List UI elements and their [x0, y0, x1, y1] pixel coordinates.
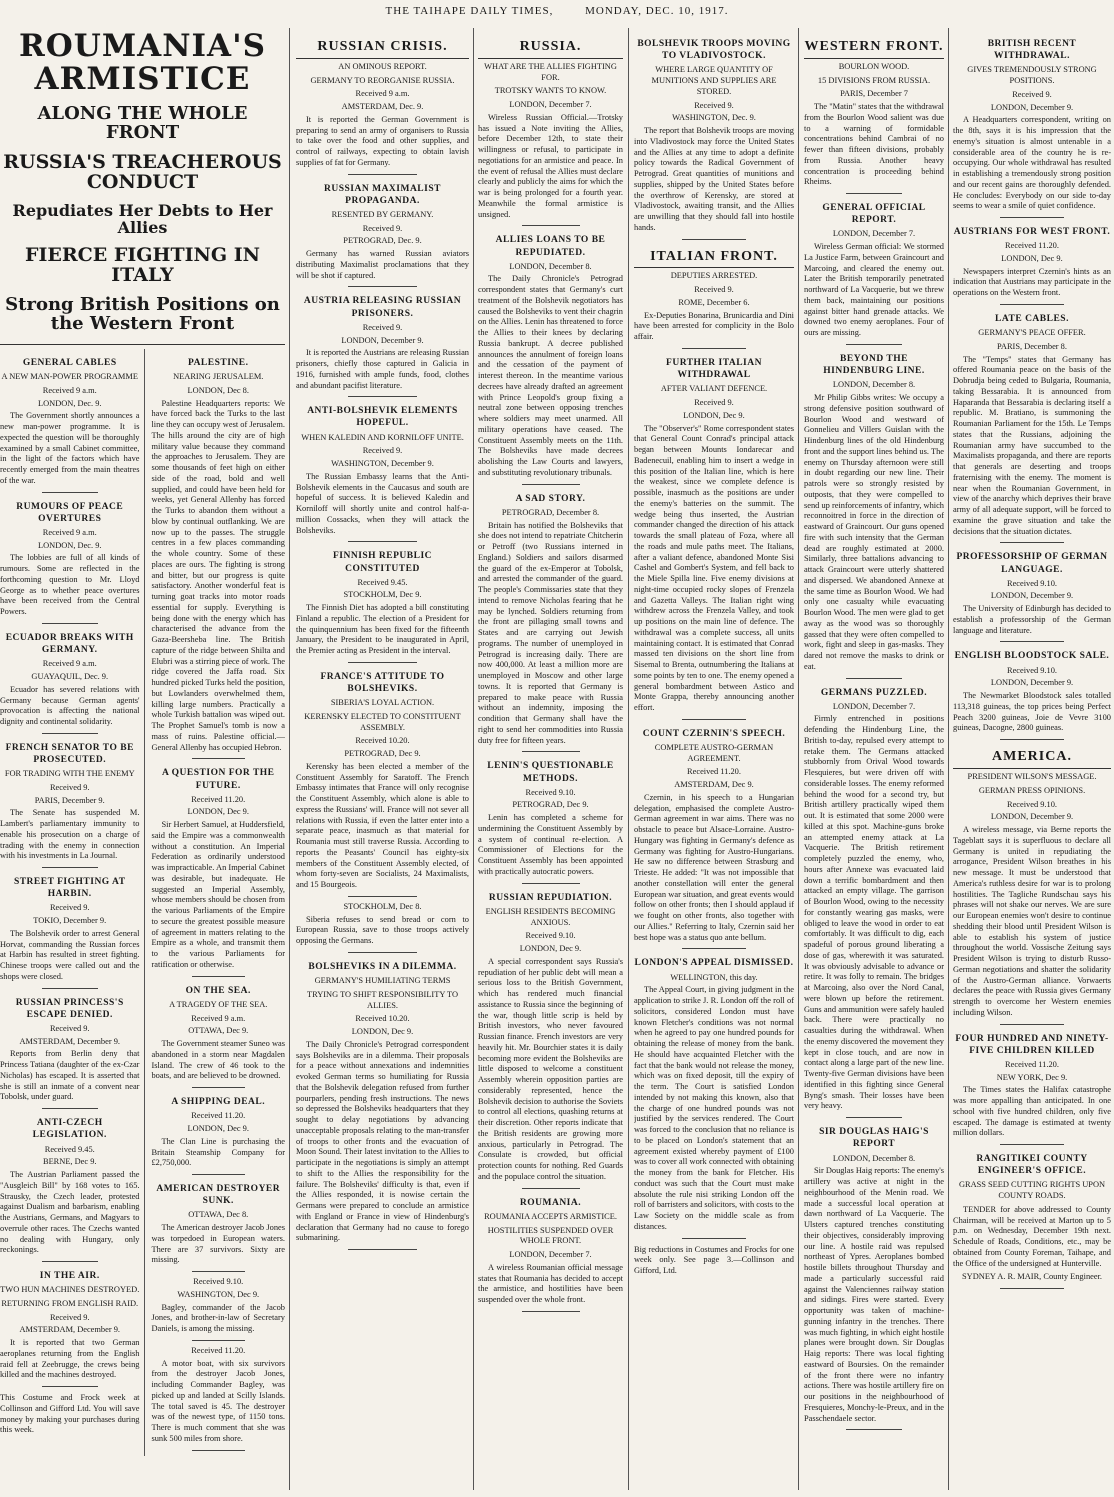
dateline: PETROGRAD, Dec. 9. [343, 236, 422, 246]
article-separator [42, 623, 98, 624]
article-body: The Newmarket Bloodstock sales totalled 113,318 guineas, the top prices being Perfect Peach 3200 guineas, Joie de Vevre 3100 guineas, Dacogne, 2800 guineas. [953, 691, 1111, 733]
column-rule [798, 28, 799, 1490]
received-time: Received 9. [694, 285, 734, 295]
article-body: Czernin, in his speech to a Hungarian delegation, emphasised the complete Austro-German agreement in war aims. There was no obstacle to peace but Alsace-Lorraine. Austro-Hungary was fighting in Germany's defence as Germany was fighting for Austro-Hungarians. He saw no difference between Strasburg and Trieste. He added: "It was not impossible that another constellation will enter the general European war situation, and great events would follow on other fronts; then I should applaud if we fought on other fronts, also together with our Allies." Referring to Italy, Czernin said her best hope was a status quo ante bellum. [634, 792, 794, 942]
received-time: Received 11.20. [1005, 241, 1059, 251]
newspaper-name: THE TAIHAPE DAILY TIMES, [385, 5, 554, 17]
article-body: The Russian Embassy learns that the Anti-Bolshevik elements in the Caucasus and south are hopeful of success. It is believed Kaledin and Korniloff will shortly unite and control half-a-million Cossacks, when they will attack the Bolsheviks. [296, 471, 469, 535]
received-time: Received 9. [49, 903, 90, 913]
dateline: LONDON, December 9. [990, 102, 1074, 112]
article-body: The Daily Chronicle's Petrograd correspondent states that Germany's curt treatment of the Bolshevik negotiators has caused the Bolsheviks to vent their chagrin on the Allies. Lenin has threatened to force the Allies to their knees by declaring Russia bankrupt. A decree published announces the annulment of foreign loans and the cessation of the payment of interest thereon. In the meantime various decrees have already drafted an agreement with Prince Leopold's group fixing a neutral zone between opposing trenches where soldiers may meet unarmed. All military operations have ceased. The Constituent Assembly meets on the 11th. The Bolsheviks have made decrees abolishing the Law Courts and lawyers, and substituting revolutionary tribunals. [478, 274, 623, 477]
article-subheading: 15 DIVISIONS FROM RUSSIA. [817, 75, 931, 85]
article-separator [682, 239, 746, 240]
dateline: AMSTERDAM, Dec. 9. [341, 102, 424, 112]
article-separator [42, 733, 98, 734]
article-headline: BOLSHEVIK TROOPS MOVING TO VLADIVOSTOCK. [637, 39, 791, 62]
article-body: Reports from Berlin deny that Princess Tatiana (daughter of the ex-Czar Nicholas) has escaped. It is asserted that she is still an inmate of a convent near Tobolsk, under guard. [0, 1049, 140, 1102]
article-subheading: ROUMANIA ACCEPTS ARMISTICE. [484, 1211, 617, 1221]
article-separator [522, 1188, 580, 1189]
article-separator [846, 193, 902, 194]
article-separator [192, 976, 245, 977]
article-headline: RUMOURS OF PEACE OVERTURES [16, 501, 124, 524]
article-headline: RUSSIAN REPUDIATION. [488, 892, 613, 903]
dateline: LONDON, Dec. 9. [37, 398, 102, 408]
article-headline: STREET FIGHTING AT HARBIN. [13, 877, 126, 900]
article-separator [1000, 304, 1063, 305]
article-body: Ecuador has severed relations with Germany because German agents' provocation is affecting the national dignity and continental solidarity. [0, 684, 140, 727]
dateline: GUAYAQUIL, Dec. 9. [31, 672, 109, 682]
article-body: Lenin has completed a scheme for undermining the Constituent Assembly by a system of continual re-election. A Commissioner of Elections for the Constituent Assembly has been appointed with practically autocratic powers. [478, 813, 623, 876]
article-separator [42, 1261, 98, 1262]
article-separator [192, 1271, 245, 1272]
received-time: Received 9. [49, 782, 90, 792]
column-2 [296, 30, 469, 1490]
column-5 [804, 30, 944, 1490]
article-separator [348, 662, 417, 663]
banner-headline: Strong British Positions on the Western Front [5, 294, 280, 335]
article-subheading: RESENTED BY GERMANY. [331, 209, 434, 219]
received-time: Received 9. [1012, 89, 1052, 99]
article-body: The American destroyer Jacob Jones was torpedoed in European waters. There are 37 survivors. Sixty are missing. [151, 1223, 285, 1265]
article-headline: WESTERN FRONT. [804, 38, 944, 59]
article-headline: RUSSIAN PRINCESS'S ESCAPE DENIED. [15, 997, 124, 1020]
article-headline: LATE CABLES. [995, 313, 1069, 324]
article-headline: A QUESTION FOR THE FUTURE. [161, 768, 275, 791]
article-headline: RUSSIA. [478, 38, 623, 59]
article-subheading: AN OMINOUS REPORT. [338, 61, 427, 71]
article-headline: BEYOND THE HINDENBURG LINE. [823, 353, 925, 377]
article-separator [1000, 1024, 1063, 1025]
article-headline: GERMANS PUZZLED. [820, 687, 928, 698]
received-time: Received 9 a.m. [42, 659, 97, 669]
article-headline: BRITISH RECENT WITHDRAWAL. [987, 39, 1077, 62]
article-headline: RUSSIAN CRISIS. [296, 38, 469, 59]
article-separator [42, 492, 98, 493]
article-separator [522, 225, 580, 226]
article-headline: LONDON'S APPEAL DISMISSED. [634, 958, 794, 969]
received-time: Received 9. [49, 1312, 90, 1322]
dateline: LONDON, December 8. [509, 261, 592, 271]
dateline: TOKIO, December 9. [33, 916, 107, 926]
dateline: LONDON, December 7. [832, 701, 916, 711]
article-separator [522, 1311, 580, 1312]
article-body: It is reported that two German aeroplanes returning from the English raid fell at Zeebrugge, the crews being killed and the machines destroyed. [0, 1338, 140, 1380]
dateline: LONDON, Dec. 9. [37, 540, 102, 550]
column-1 [0, 30, 285, 1490]
received-time: Received 11.20. [687, 767, 741, 777]
article-separator [1000, 1288, 1063, 1289]
banner-rule [0, 344, 285, 345]
article-separator [1000, 641, 1063, 642]
dateline: LONDON, December 7. [832, 229, 916, 239]
article-subheading: PRESIDENT WILSON'S MESSAGE. [967, 772, 1097, 781]
article-subheading: GRASS SEED CUTTING RIGHTS UPON COUNTY ROADS. [958, 1180, 1106, 1201]
article-body: The lobbies are full of all kinds of rumours. Some are reflected in the forthcoming question to Mr. Lloyd George as to whether peace overtures have been received from the Central Powers. [0, 553, 140, 617]
column-rule [473, 28, 474, 1490]
article-headline: A SHIPPING DEAL. [171, 1097, 266, 1108]
column-3 [478, 30, 623, 1490]
dateline: WASHINGTON, Dec. 9. [672, 113, 756, 123]
article-headline: FURTHER ITALIAN WITHDRAWAL [666, 357, 762, 381]
article-separator [682, 348, 746, 349]
article-body: The University of Edinburgh has decided to establish a professorship of the German language and literature. [953, 604, 1111, 635]
dateline: ROME, December 6. [678, 297, 750, 307]
article-separator [846, 1429, 902, 1430]
received-time: Received 11.20. [191, 794, 246, 804]
received-time: Received 9.10. [193, 1277, 244, 1287]
article-separator [42, 1386, 98, 1387]
dateline: PETROGRAD, Dec 9. [344, 749, 421, 759]
dateline: LONDON, December 7. [509, 100, 592, 110]
article-separator [348, 286, 417, 287]
article-body: The Daily Chronicle's Petrograd correspondent says Bolsheviks are in a dilemma. Their proposals for a peace without annexations and indemnities evoked German terms so humiliating for Russia that the Bolshevik delegation refused from further pourparlers, pending fresh instructions. The news so depressed the Bolsheviks headquarters that they sought to delay negotiations by advancing unacceptable proposals relating to the man-transfer of troops to other fronts and the evacuation of Moon Sound. Their latest invitation to the Allies to participate in the negotiations is simply an attempt to shift to the Allies the responsibility for the failure. The Bolsheviks' difficulty is that, even if the Allies responded, it is nowise certain the Germans were prepared to conclude an armistice with England or France in view of Hindenburg's declaration that Germany had no cause to forego submarining. [296, 1039, 469, 1243]
dateline: LONDON, Dec 9. [519, 944, 582, 954]
dateline: AMSTERDAM, December 9. [19, 1036, 120, 1046]
article-headline: FINNISH REPUBLIC CONSTITUTED [332, 551, 433, 574]
article-body: The "Matin" states that the withdrawal from the Bourlon Wood salient was due to a warning of formidable concentrations behind Cambrai of no fewer than fifteen divisions, probably from Russia. Another heavy concentration is proceeding behind Rheims. [804, 102, 944, 187]
received-time: Received 9. [362, 446, 403, 456]
article-headline: ALLIES LOANS TO BE REPUDIATED. [495, 235, 606, 258]
column-rule [948, 28, 949, 1490]
article-headline: RANGITIKEI COUNTY ENGINEER'S OFFICE. [976, 1154, 1088, 1177]
article-body: Bagley, commander of the Jacob Jones, and brother-in-law of Secretary Daniels, is among the missing. [151, 1302, 285, 1334]
article-subheading: WHAT ARE THE ALLIES FIGHTING FOR. [484, 61, 617, 82]
article-subheading: SIBERIA'S LOYAL ACTION. [330, 698, 435, 708]
article-separator [846, 344, 902, 345]
article-headline: AUSTRIA RELEASING RUSSIAN PRISONERS. [303, 296, 462, 319]
dateline: WASHINGTON, Dec 9. [177, 1289, 260, 1299]
article-body: Mr Philip Gibbs writes: We occupy a strong defensive position southward of Bourlon Wood and westward of Gonnelieu and Villers Guislan with the Hindenburg lines of the old Hindenburg front and the support lines behind us. The enemy on Thursday afternoon were still in doubt regarding our new line. Their patrols were so strongly resisted by outposts, that they were compelled to send up reinforcements of infantry, which reconnoitred in force in the direction of eastward of Graincourt. Our guns opened fire with such intensity that the German dead are roughly estimated at 2000. Similarly, three battalions advancing to attack Graincourt were utterly shattered and dispersed. We abandoned Annexe at the same time as Bourlon Wood. We had only one casualty while evacuating Bourlon Wood. The men were glad to get away as the wood was so thoroughly gassed that they were often compelled to work, fight and sleep in gas-masks. They dared not remove the masks to drink or eat. [804, 393, 944, 671]
article-headline: SIR DOUGLAS HAIG'S REPORT [819, 1127, 929, 1150]
article-headline: RUSSIAN MAXIMALIST PROPAGANDA. [324, 183, 441, 206]
article-subheading: GERMANY'S HUMILIATING TERMS [314, 976, 451, 986]
article-headline: A SAD STORY. [515, 493, 586, 504]
received-time: Received 9.45. [357, 577, 408, 587]
dateline: LONDON, Dec 9. [1001, 253, 1063, 263]
dateline: AMSTERDAM, December 9. [19, 1325, 120, 1335]
article-body: Sir Herbert Samuel, at Huddersfield, said the Empire was a commonwealth without a constitution. An Imperial Federation as ordinarily understood was impracticable. An Imperial Cabinet was desirable, but inadequate. He suggested an Imperial Assembly, whose members should be chosen from the various Parliaments of the Empire to secure the greatest possible measure of agreement in matters relating to the Empire as a whole, and transmit them to the various Parliaments for ratification or otherwise. [151, 820, 285, 969]
article-body: A special correspondent says Russia's repudiation of her public debt will mean a serious loss to the British Government, which has rendered much financial assistance to Russia since the beginning of the war, though little scrip is held by British investors, who never favoured Russian finance. French investors are very heavily hit. Mr. Bourchier states it is daily becoming more evident the Bolsheviks are little disposed to welcome a constituent Assembly wherein opposition parties are considerably represented, hence the Bolshevik decision to authorise the Soviets to control all elections, quashing returns at their discretion. Other reports indicate that the British residents are growing more anxious, particularly in Petrograd. The Consulate is crowded, but official protection counts for nothing. Red Guards and the populace control the situation. [478, 956, 623, 1181]
article-separator [846, 678, 902, 679]
dateline: NEW YORK, Dec 9. [996, 1072, 1068, 1082]
article-body: The report that Bolshevik troops are moving into Vladivostock may force the United States and the Allies at any time to adopt a definite policy towards the Radical Government of Petrograd. Great quantities of munitions and supplies, shipped by the United States before the overthrow of Kerensky, are stored at Vladivostock, awaiting transit, and the Allies are unwilling that they should fall into hostile hands. [634, 126, 794, 232]
received-time: Received 9. [362, 322, 403, 332]
article-subheading: TROTSKY WANTS TO KNOW. [494, 86, 607, 96]
received-time: Received 9 a.m. [355, 89, 410, 99]
column-6 [953, 30, 1111, 1490]
article-separator [682, 719, 746, 720]
article-body: Firmly entrenched in positions defending the Hindenburg Line, the British to-day, repulsed every attempt to retake them. The Germans attacked stubbornly from Orival Wood towards Flesquieres, but were driven off with considerable losses. The enemy reformed behind the wood for a second try, but British artillery practically wiped them out. It is estimated that some 2000 were killed at this spot. Machine-guns broke an attempted enemy attack at La Vacquerie. The British retirement completely puzzled the enemy, who, hours after Annexe was evacuated laid down a terrific bombardment and then attacked an empty village. The garrison of Bourlon Wood, owing to the necessity for constantly wearing gas masks, were obliged to leave the wood in order to eat comfortably. It was difficult to dig, each spadeful of porous ground liberating a dose of gas, wherewith it was saturated. It was obviously advisable to advance or retire. It was folly to remain. The bridges at Marcoing, also over the Nord Canal, were blown up before the retirement. Guns and ammunition were safely hauled back. There were practically no casualties during the withdrawal. When the enemy discovered the movement they kept in close touch, and are now in contact along a large part of the new line. Twenty-five German divisions have been identified in this fighting since General Byng's smash. Their losses have been very heavy. [804, 714, 944, 1111]
received-time: Received 9 a.m. [191, 1013, 246, 1023]
dateline: PETROGRAD, December 8. [501, 507, 600, 517]
dateline: LONDON, Dec 9. [187, 807, 249, 817]
article-body: A motor boat, with six survivors from the destroyer Jacob Jones, including Commander Bagley, was picked up and landed at Scilly Islands. The total saved is 45. The destroyer was of the newest type, of 1150 tons. There is much comment that she was sunk 500 miles from shore. [151, 1358, 285, 1443]
received-time: Received 9.10. [1006, 799, 1057, 809]
column-rule [628, 28, 629, 1490]
article-separator [348, 174, 417, 175]
article-body: The Clan Line is purchasing the Britain Steamship Company for £2,750,000. [151, 1136, 285, 1168]
dateline: LONDON, Dec 8. [187, 385, 249, 395]
article-subheading: KERENSKY ELECTED TO CONSTITUENT ASSEMBLY. [304, 711, 461, 732]
article-headline: AMERICAN DESTROYER SUNK. [156, 1184, 281, 1207]
article-subheading: A TRAGEDY OF THE SEA. [169, 999, 268, 1009]
article-headline: FRENCH SENATOR TO BE PROSECUTED. [5, 742, 134, 765]
dateline: OTTAWA, Dec 8. [188, 1210, 249, 1220]
article-headline: FOUR HUNDRED AND NINETY-FIVE CHILDREN KILLED [955, 1033, 1109, 1056]
article-headline: BOLSHEVIKS IN A DILEMMA. [308, 961, 457, 972]
dateline: PARIS, December 9. [34, 795, 105, 805]
article-separator [42, 1108, 98, 1109]
article-headline: PROFESSORSHIP OF GERMAN LANGUAGE. [956, 552, 1108, 575]
article-body: Sir Douglas Haig reports: The enemy's artillery was active at night in the neighbourhood of the Menin road. We made a successful local operation at dawn northward of La Vacquerie. The Ulsters captured trenches constituting their objectives, considerably improving our line. A hostile raid was repulsed northeast of Ypres. Aeroplanes bombed hostile billets throughout Thursday and made a particularly successful raid against the Valenciennes railway station and sidings. Fires were started. Every opportunity was taken of machine-gunning infantry in the trenches. There was much fighting, in which eight hostile planes were brought down. Sir Douglas Haig reports: There was local fighting eastward of Boursies. On the remainder of the front there were no infantry actions. There was hostile artillery fire on our positions in the neighbourhood of Fresquieres, Monchy-le-Preux, and in the Passchendaele sector. [804, 1166, 944, 1423]
received-time: Received 9 a.m. [42, 385, 97, 395]
article-headline: FRANCE'S ATTITUDE TO BOLSHEVIKS. [320, 671, 445, 695]
article-body: A wireless Roumanian official message states that Roumania has decided to accept the armistice, and hostilities have been suspended over the whole front. [478, 1262, 623, 1304]
advert-notice: This Costume and Frock week at Collinson and Gifford Ltd. You will save money by making your purchases during this week. [0, 1393, 140, 1435]
banner-headline: ALONG THE WHOLE FRONT [37, 103, 248, 143]
received-time: Received 9. [49, 1023, 90, 1033]
article-body: The Times states the Halifax catastrophe was more appalling than anticipated. In one school with five hundred children, only five escaped. The damage is estimated at twenty million dollars. [953, 1085, 1111, 1138]
article-body: Siberia refuses to send bread or corn to European Russia, save to those troops actively opposing the Germans. [296, 914, 469, 946]
dateline: LONDON, December 7. [509, 1250, 592, 1259]
dateline: PETROGRAD, Dec 9. [512, 800, 589, 810]
article-headline: ANTI-BOLSHEVIK ELEMENTS HOPEFUL. [307, 406, 458, 429]
article-separator [1000, 217, 1063, 218]
dateline: LONDON, Dec 9. [351, 1027, 414, 1037]
article-subheading: WHERE LARGE QUANTITY OF MUNITIONS AND SUPPLIES ARE STORED. [651, 65, 777, 96]
article-body: The Bolshevik order to arrest General Horvat, commanding the Russian forces at Harbin has resulted in street fighting. Chinese troops were called out and the shops were closed. [0, 928, 140, 981]
article-body: The Austrian Parliament passed the "Ausgleich Bill" by 168 votes to 165. Strausky, the Czech leader, protested against Dualism and barbarism, enabling the Austrians, Germans, and Magyars to overrule other races. The Czechs wanted no dealing with Hungary, only reckonings. [0, 1170, 140, 1255]
advert-notice: Big reductions in Costumes and Frocks for one week only. See page 3.—Collinson and Gifford, Ltd. [634, 1244, 794, 1276]
article-subheading: AFTER VALIANT DEFENCE. [660, 384, 768, 394]
dateline: AMSTERDAM, Dec 9. [674, 780, 754, 790]
article-body: The Government shortly announces a new man-power programme. It is expected the question will be thoroughly examined by a small Cabinet committee, in the light of the factors which have recently emerged from the main theatres of the war. [0, 411, 140, 485]
article-subheading: TWO HUN MACHINES DESTROYED. [0, 1285, 140, 1295]
article-separator [42, 988, 98, 989]
dateline: STOCKHOLM, Dec 9. [343, 590, 422, 600]
article-subheading: DEPUTIES ARRESTED. [670, 271, 758, 281]
dateline: LONDON, December 8. [832, 1153, 916, 1163]
article-body: A Headquarters correspondent, writing on the 8th, says it is his impression that the enemy's situation is almost untenable in a considerable area of the country he is re-occupying. Our whole withdrawal has resulted in establishing a tremendously strong position and our recent gains are thoroughly defended. He concludes: Everybody on our side to-day seems to wear a smile of quiet confidence. [953, 115, 1111, 211]
article-subheading: GERMANY TO REORGANISE RUSSIA. [310, 75, 455, 85]
article-subheading: HOSTILITIES SUSPENDED OVER WHOLE FRONT. [487, 1225, 614, 1246]
subcolumn-left [0, 349, 145, 1456]
article-separator [348, 952, 417, 953]
article-separator [348, 1249, 417, 1250]
article-body: A wireless message, via Berne reports the Tageblatt says it is superfluous to declare all Germany is united in repudiating the arrogance, President Wilson breathes in his new message. It must be understood that America's ruthless desire for war is to prolong hostilities. The Tagliche Rundschau says his phrases will not shake our nerves. We are sure our European enemies won't desire to continue shedding their blood until President Wilson is able to establish his system of justice throughout the world. Vossische Zeitung says President Wilson is trying to disturb Russo-German negotiations and shatter the solidarity of the Austro-German alliance. Vorwaerts declares the peace with Russia gives Germany strength to overcome her Western enemies including Wilson. [953, 825, 1111, 1017]
article-body: It is reported the German Government is preparing to send an army of organisers to Russia to take over the food and other supplies, and control of railways, expecting to obtain lavish supplies of fat for Germany. [296, 114, 469, 167]
article-subheading: GERMAN PRESS OPINIONS. [978, 785, 1086, 795]
article-separator [682, 1238, 746, 1239]
article-headline: AUSTRIANS FOR WEST FRONT. [953, 227, 1111, 238]
article-body: The "Temps" states that Germany has offered Roumania peace on the basis of the Dobrudja being ceded to Bulgaria, Roumania, taking Bessarabia. It is announced from Haparanda that Bessarabia is declaring itself a republic. M. Bratiano, is summoning the Roumanian Parliament for the 15th. Le Temps states that the Russians, adjoining the Roumanian army have succumbed to the Maximalists propaganda, and there are reports that generals are deserting and troops fraternising with the enemy. The moment is near when the Roumanian Government, in view of the anarchy which deprives their brave army of all adequate support, will be forced to examine the grave situation and take the decisions that the situation dictates. [953, 354, 1111, 536]
dateline: PARIS, December 8. [997, 341, 1067, 351]
article-separator [192, 758, 245, 759]
article-body: The Senate has suspended M. Lambert's parliamentary immunity to enable his prosecution on a charge of trading with the enemy in connection with his investments in La Journal. [0, 808, 140, 861]
dateline: LONDON, December 8. [832, 380, 916, 390]
dateline: LONDON, December 9. [341, 335, 424, 345]
article-subheading: NEARING JERUSALEM. [173, 372, 264, 382]
article-headline: IN THE AIR. [39, 1271, 100, 1282]
dateline: LONDON, December 9. [990, 678, 1074, 688]
article-headline: GENERAL CABLES [22, 358, 117, 368]
dateline: LONDON, Dec 9. [187, 1124, 249, 1134]
article-body: It is reported the Austrians are releasing Russian prisoners, chiefly those captured in Galicia in 1916, furnished with ample funds, food, clothes and abundant pacifist literature. [296, 348, 469, 390]
article-subheading: A NEW MAN-POWER PROGRAMME [1, 372, 138, 382]
article-separator [1000, 1144, 1063, 1145]
article-separator [348, 541, 417, 542]
received-time: Received 10.20. [355, 1014, 410, 1024]
subcolumn-right [151, 349, 285, 1456]
article-separator [192, 1087, 245, 1088]
article-separator [192, 1340, 245, 1341]
article-subheading: TRYING TO SHIFT RESPONSIBILITY TO ALLIES. [306, 989, 459, 1010]
article-headline: COUNT CZERNIN'S SPEECH. [642, 728, 786, 739]
article-headline: GENERAL OFFICIAL REPORT. [822, 203, 926, 226]
article-separator [522, 484, 580, 485]
article-subheading: RETURNING FROM ENGLISH RAID. [1, 1298, 139, 1308]
dateline: PARIS, December 7 [840, 89, 908, 99]
received-time: Received 9. [362, 223, 403, 233]
signature: SYDNEY A. R. MAIR, County Engineer. [962, 1272, 1102, 1282]
dateline: WASHINGTON, December 9. [331, 459, 434, 469]
article-headline: ITALIAN FRONT. [634, 248, 794, 269]
article-body: The Appeal Court, in giving judgment in the application to strike J. R. London off the roll of solicitors, considered London must have known Fletcher's conditions was not normal when he agreed to pay one hundred pounds for obtaining the release of money from the bank. He should have acquainted Fletcher with the fact that the bank would not release the money, which was on fixed deposit, till the expiry of the term. The Court is satisfied London intended by not making this known, also that the charge of one hundred pounds was not justified by the services rendered. The Court was forced to the conclusion that no reliance is to be placed on London's statement that an agreement existed whereby payment of £100 was to cover all work connected with obtaining the money from the bank for Fletcher. His conduct was such that the Court must make absolute the rule nisi striking London off the roll of barristers and solicitors, with costs to the Law Society on the middle scale as from distances. [634, 985, 794, 1231]
masthead [0, 0, 1114, 22]
article-headline: ECUADOR BREAKS WITH GERMANY. [5, 632, 134, 656]
article-subheading: GIVES TREMENDOUSLY STRONG POSITIONS. [967, 65, 1097, 86]
received-time: Received 9. [694, 398, 734, 408]
article-headline: PALESTINE. [187, 358, 249, 368]
article-separator [522, 751, 580, 752]
article-body: Ex-Deputies Bonarina, Brunicardia and Dini have been arrested for complicity in the Bolo affair. [634, 310, 794, 342]
received-time: Received 9.10. [525, 787, 576, 797]
article-separator [1000, 739, 1063, 740]
article-body: The Government steamer Suneo was abandoned in a storm near Magdalen Island. The crew of 46 took to the boats, and are believed to be drowned. [151, 1039, 285, 1081]
article-separator [1000, 542, 1063, 543]
article-body: Wireless German official: We stormed La Justice Farm, between Graincourt and Marcoing, and cleared the enemy out. Later the British temporarily penetrated northward of La Vacquerie, but we threw them back, maintaining our positions against bitter hand grenade attacks. We downed two enemy aeroplanes. Four of ours are missing. [804, 242, 944, 338]
article-body: Germany has warned Russian aviators distributing Maximalist proclamations that they will be shot if captured. [296, 249, 469, 280]
received-time: Received 11.20. [1005, 1059, 1059, 1069]
received-time: Received 9.45. [44, 1144, 95, 1154]
article-separator [348, 396, 417, 397]
dateline: OTTAWA, Dec 9. [188, 1026, 249, 1036]
article-headline: ENGLISH BLOODSTOCK SALE. [954, 651, 1110, 662]
article-separator [192, 1174, 245, 1175]
dateline: BERNE, Dec 9. [42, 1157, 97, 1167]
article-body: Newspapers interpret Czernin's hints as an indication that Austrians may participate in the operations on the Western front. [953, 266, 1111, 298]
article-subheading: GERMANY'S PEACE OFFER. [978, 328, 1086, 338]
article-body: Britain has notified the Bolsheviks that she does not intend to repatriate Chitcherin or Petroff (two Russians interned in England.) Soldiers and sailors disarmed the guard of the ex-Emperor at Tobolsk, and arrested the commander of the guard. The people's Commissaries state that they intend to remove Nicholas fearing that he may be lynched. Soldiers returning from the front are pillaging small towns and States and are carrying out Jewish programs. The number of unemployed in Petrograd is increasing daily. There are now 400,000. At least a million more are unemployed in Moscow and other large towns. It is reported that Germany is prepared to make peace with Russia without an indemnity, imposing the condition that Germany shall have the right to send her commodities into Russia duty free for fifteen years. [478, 520, 623, 745]
received-time: Received 10.20. [355, 736, 410, 746]
article-subheading: COMPLETE AUSTRO-GERMAN AGREEMENT. [654, 742, 774, 763]
dateline: WELLINGTON, this day. [670, 972, 758, 982]
received-time: Received 11.20. [191, 1111, 246, 1121]
received-time: Received 11.20. [191, 1345, 246, 1355]
article-headline: LENIN'S QUESTIONABLE METHODS. [487, 761, 614, 784]
article-body: The Finnish Diet has adopted a bill constituting Finland a republic. The election of a President for the quinquennium has been fixed for the fifteenth January, the President to be inaugurated in April, the Premier acting as President in the interval. [296, 603, 469, 656]
article-subheading: FOR TRADING WITH THE ENEMY [4, 769, 135, 779]
column-4 [634, 30, 794, 1490]
received-time: Received 9 a.m. [42, 527, 97, 537]
column-1-subcolumns [0, 349, 285, 1456]
issue-date: MONDAY, DEC. 10, 1917. [585, 5, 729, 17]
banner-headline: FIERCE FIGHTING IN ITALY [25, 244, 260, 287]
received-time: Received 9.10. [525, 931, 576, 941]
article-separator [348, 896, 417, 897]
article-subheading: ENGLISH RESIDENTS BECOMING ANXIOUS. [485, 906, 616, 927]
dateline: LONDON, December 9. [990, 591, 1074, 601]
article-body: Palestine Headquarters reports: We have forced back the Turks to the last line they can occupy west of Jerusalem. The hills around the city are of high military value because they command the approaches to Jerusalem. They are some thousands of feet high on either side of the road, bold and well supplied, and could have been held for weeks, yet General Allenby has forced the Turks to abandon them without a blow by continual outflanking. We are now up to the passes. The struggle centres in a few places commanding the whole country. Some of these places are ours. The fighting is strong and bitter, but our progress is quite satisfactory. Another wonderful feat is turning goat tracks into motor roads essential for supply. Everything is being done with the energy which has characterised the advance from the Gaza-Beersheba line. The British capture of the ridge between Shilta and Elubri was a stirring piece of work. The ridge covered the Jaffa road. Six hundred picked Turks held the position, but Lowlanders overwhelmed them, killing large numbers. Practically a whole Turkish battalion was wiped out. The Prophet Samuel's tomb is now a mass of ruins. Palestine official.—General Allenby has occupied Hebron. [151, 398, 285, 752]
banner-headline: Repudiates Her Debts to Her Allies [12, 200, 273, 237]
article-body: TENDER for above addressed to County Chairman, will be received at Marton up to 5 p.m. on Wednesday, December 19th next. Schedule of Roads, Conditions, etc., may be obtained from County Foreman, Taihape, and the Office of the undersigned at Hunterville. [953, 1204, 1111, 1268]
article-separator [522, 883, 580, 884]
banner-headline: ROUMANIA'S ARMISTICE [19, 30, 266, 97]
dateline: STOCKHOLM, Dec 8. [343, 901, 422, 911]
article-subheading: WHEN KALEDIN AND KORNILOFF UNITE. [301, 432, 464, 442]
column-rule [289, 28, 290, 1490]
article-body: Kerensky has been elected a member of the Constituent Assembly for Saratoff. The French Embassy intimates that France will only recognise the Constituent Assembly, which alone is able to express the Russians' will. France will not sever all relations with Russia, if even the latter enter into a separate peace, inasmuch as that material for Roumania must still traverse Russia. According to reports the Peasants' Council has eighty-six members of the Constituent Assembly elected, of whom forty-seven are Socialists, 24 Maximalists, and 15 Bourgeois. [296, 761, 469, 890]
article-body: The "Observer's" Rome correspondent states that General Count Conrad's principal attack began between Mounts Iondarecar and Badenecuil, enabling him to insert a wedge in this position of the Italian line, which is here the weakest, since we complete defence is possible, inasmuch as the positions are under the enemy's batteries on the summit. The wedge being thus inserted, the Austrian commander changed the direction of his attack towards the small plateau of Foza, where all the roads and mule paths meet. The Italians, after a valiant defence, abandoned Monte Sisi Cashel and Gombert's System, and fell back to the Miele Spilla line. Five enemy divisions at night-time occupied rocky slopes of Frenzela and Gazetta Valleys. The Italian right wing withdrew across the Frenzela Valley, and took up positions on the main line of defence. The withdrawal was a complete success, all units maintaining contact. It is estimated that Conrad massed ten divisions on the short line from Sisemal to Brenta, outnumbering the Italians at some points by ten to one. The enemy opened a general bombardment between Astico and Monte Grappa, thereby announcing another effort. [634, 423, 794, 713]
article-separator [192, 1450, 245, 1451]
article-headline: ROUMANIA. [519, 1197, 582, 1208]
dateline: LONDON, December 9. [990, 812, 1074, 822]
dateline: LONDON, Dec 9. [683, 410, 745, 420]
article-headline: ANTI-CZECH LEGISLATION. [32, 1118, 107, 1141]
received-time: Received 9.10. [1006, 665, 1057, 675]
article-headline: AMERICA. [953, 748, 1111, 769]
received-time: Received 9. [694, 100, 734, 110]
received-time: Received 9.10. [1006, 578, 1057, 588]
banner-headline: RUSSIA'S TREACHEROUS CONDUCT [3, 150, 282, 193]
article-subheading: BOURLON WOOD. [838, 61, 910, 71]
article-separator [682, 948, 746, 949]
article-headline: ON THE SEA. [185, 985, 251, 996]
article-separator [846, 1117, 902, 1118]
article-separator [42, 867, 98, 868]
article-body: Wireless Russian Official.—Trotsky has issued a Note inviting the Allies, before December 12th, to state their willingness or refusal, to participate in negotiations for an armistice and peace. In the event of refusal the Allies must declare clearly and publicly the aims for which the war is being prolonged for a fourth year. Meanwhile the formal armistice is unsigned. [478, 112, 623, 219]
